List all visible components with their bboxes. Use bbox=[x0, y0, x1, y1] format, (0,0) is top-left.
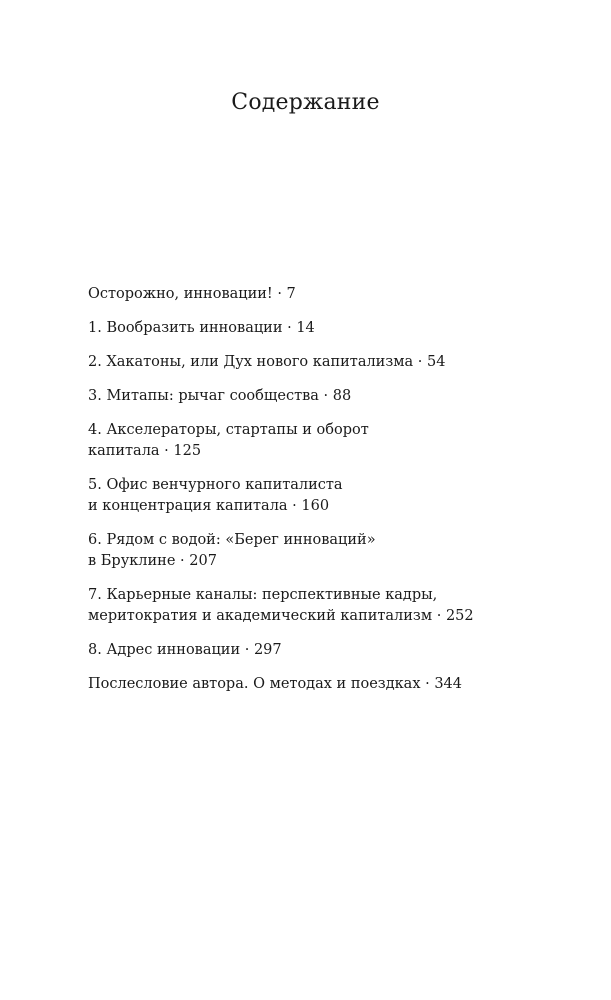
toc-entry-chapter-6 bbox=[88, 530, 528, 572]
toc-entry-chapter-4 bbox=[88, 420, 528, 462]
toc-entry-text: 8. Адрес инновации · 297 bbox=[88, 642, 282, 658]
toc-entry-chapter-1 bbox=[88, 318, 528, 339]
toc-entry-afterword bbox=[88, 674, 528, 695]
toc-entry-text: 2. Хакатоны, или Дух нового капитализма · 54 bbox=[88, 354, 446, 370]
toc-entry-chapter-5 bbox=[88, 475, 528, 517]
toc-entry-text: Послесловие автора. О методах и поездках · 344 bbox=[88, 676, 463, 692]
page-title: Содержание bbox=[231, 90, 380, 115]
table-of-contents bbox=[88, 284, 528, 708]
toc-entry-text: 3. Митапы: рычаг сообщества · 88 bbox=[88, 388, 352, 404]
toc-entry-text: 7. Карьерные каналы: перспективные кадры, bbox=[88, 587, 438, 603]
toc-entry-text: 5. Офис венчурного капиталиста bbox=[88, 477, 343, 493]
toc-entry-text-continued: в Бруклине · 207 bbox=[88, 553, 217, 569]
toc-entry-preface bbox=[88, 284, 528, 305]
toc-entry-text: 6. Рядом с водой: «Берег инноваций» bbox=[88, 532, 376, 548]
toc-entry-chapter-8 bbox=[88, 640, 528, 661]
toc-entry-chapter-7 bbox=[88, 585, 528, 627]
toc-entry-text-continued: капитала · 125 bbox=[88, 443, 202, 459]
toc-entry-chapter-3 bbox=[88, 386, 528, 407]
toc-entry-text: 1. Вообразить инновации · 14 bbox=[88, 320, 315, 336]
toc-entry-text: Осторожно, инновации! · 7 bbox=[88, 286, 296, 302]
toc-entry-chapter-2 bbox=[88, 352, 528, 373]
toc-entry-text: 4. Акселераторы, стартапы и оборот bbox=[88, 422, 369, 438]
toc-entry-text-continued: и концентрация капитала · 160 bbox=[88, 498, 330, 514]
toc-entry-text-continued: меритократия и академический капитализм · 252 bbox=[88, 608, 474, 624]
